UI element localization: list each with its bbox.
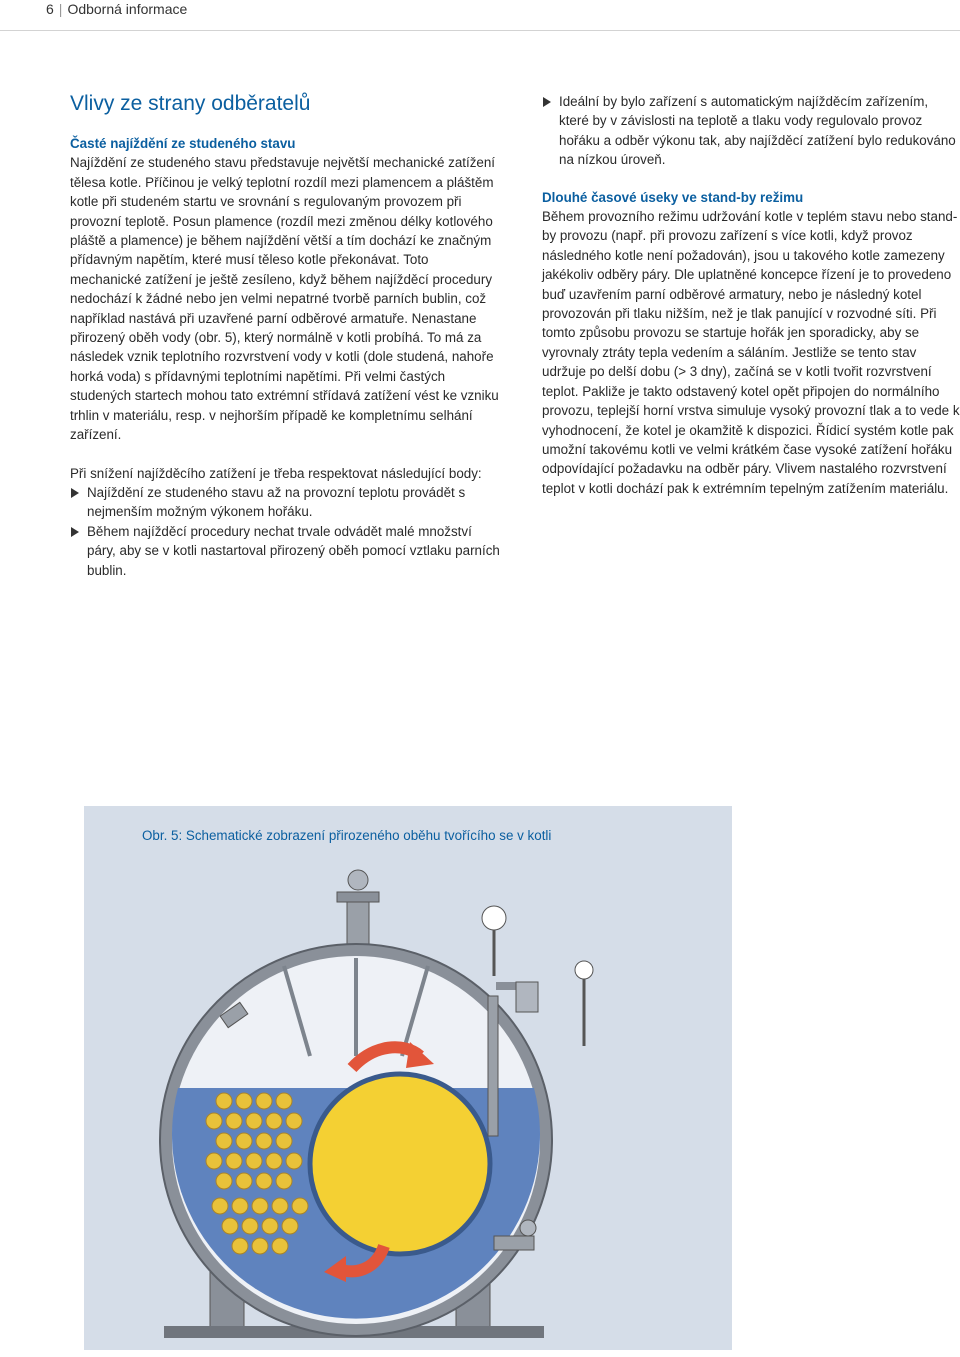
level-controller <box>516 982 538 1012</box>
bullet-list <box>70 483 500 580</box>
bullet-list <box>542 92 960 170</box>
subheading-cold-start: Časté najíždění ze studeného stavu <box>70 136 296 151</box>
pressure-gauge <box>482 906 506 930</box>
bullet-item: Ideální by bylo zařízení s automatickým najížděcím zařízením, které by v závislosti na teplotě a tlaku vody regulovalo provoz hořáku a odběr výkonu tak, aby najížděcí zatížení bylo redukováno na nízkou úroveň. <box>542 92 960 170</box>
drain-valve-wheel <box>520 1220 536 1236</box>
right-column <box>542 92 960 498</box>
paragraph-points: Při snížení najížděcího zatížení je třeba respektovat následující body: <box>70 465 482 481</box>
gauge-glass <box>488 996 498 1136</box>
pressure-gauge <box>575 961 593 979</box>
paragraph-cold-start: Najíždění ze studeného stavu představuje největší mechanické zatížení tělesa kotle. Příčinou je velký teplotní rozdíl mezi plamencem a pláštěm kotle při studeném startu ve srovnání s regulovaným provozem při provozní teplotě. Posun plamence (rozdíl mezi změnou délky kotlového pláště a plamence) je během najíždění větší a tím dochází ke značným přídavným napětím, které musí těleso kotle překonávat. Toto mechanické zatížení je ještě zesíleno, když během najížděcí procedury nedochází k žádné nebo jen velmi nepatrné tvorbě parních bublin, což například nastává při uzavřené parní odběrové armatuře. Nenastane přirozený oběh vody (obr. 5), který normálně v kotli probíhá. To má za následek vznik teplotního rozvrstvení vody v kotli (dole studená, nahoře horká voda) s přídavnými teplotními napětími. Při velmi častých studených startech mohou tato extrémní střídavá zatížení vést ke vzniku trhlin v materiálu, resp. v nejhorším případě ke kompletnímu selhání zařízení. <box>70 155 499 443</box>
steam-valve-wheel <box>348 870 368 890</box>
page-number: 6 <box>46 1 54 17</box>
steam-nozzle <box>347 896 369 948</box>
left-column <box>70 90 500 580</box>
figure-caption: Obr. 5: Schematické zobrazení přirozeného oběhu tvořícího se v kotli <box>142 828 552 843</box>
flame-tube <box>310 1074 490 1254</box>
figure-boiler <box>84 806 732 1350</box>
steam-valve-flange <box>337 892 379 902</box>
section-title: Vlivy ze strany odběratelů <box>70 92 311 115</box>
bullet-item: Najíždění ze studeného stavu až na provozní teplotu provádět s nejmenším možným výkonem hořáku. <box>70 483 500 522</box>
paragraph-standby: Během provozního režimu udržování kotle v teplém stavu nebo stand-by provozu (např. při provozu zařízení s více kotli, když provoz následného kotle není požadován), jsou u takového kotle zamezeny jakékoliv odběry páry. Dle uplatněné koncepce řízení je to provedeno buď uzavřením parní odběrové armatury, nebo je následný kotel provozován při tlaku nižším, než je tlak panující v rozvodné síti. Při tomto způsobu provozu se startuje hořák jen sporadicky, aby se vyrovnaly ztráty tepla vedením a sáláním. Jestliže se tento stav udržuje po delší dobu (> 3 dny), začíná se v kotli tvořit rozvrstvení teplot. Pakliže je takto odstavený kotel opět připojen do normálního provozu, teplejší horní vrstva simuluje vysoký provozní tlak a to vede k vyhodnocení, že kotel je okamžitě k dispozici. Řídicí systém kotle pak umožní takovému kotli ve velmi krátkém čase vysoké zatížení hořáku odpovídající požadavku na odběr páry. Vlivem nastalého rozvrstvení teplot v kotli dochází pak k extrémním tepelným zatížením materiálu. <box>542 209 960 496</box>
bullet-item: Během najížděcí procedury nechat trvale odvádět malé množství páry, aby se v kotli nastartoval přirozený oběh pomocí vztlaku parních bublin. <box>70 522 500 580</box>
page-header <box>46 0 187 18</box>
header-separator: | <box>58 1 63 17</box>
drain-valve <box>494 1236 534 1250</box>
section-name: Odborná informace <box>67 1 188 17</box>
boiler-diagram <box>84 806 732 1350</box>
header-rule <box>0 30 960 31</box>
subheading-standby: Dlouhé časové úseky ve stand-by režimu <box>542 189 804 205</box>
